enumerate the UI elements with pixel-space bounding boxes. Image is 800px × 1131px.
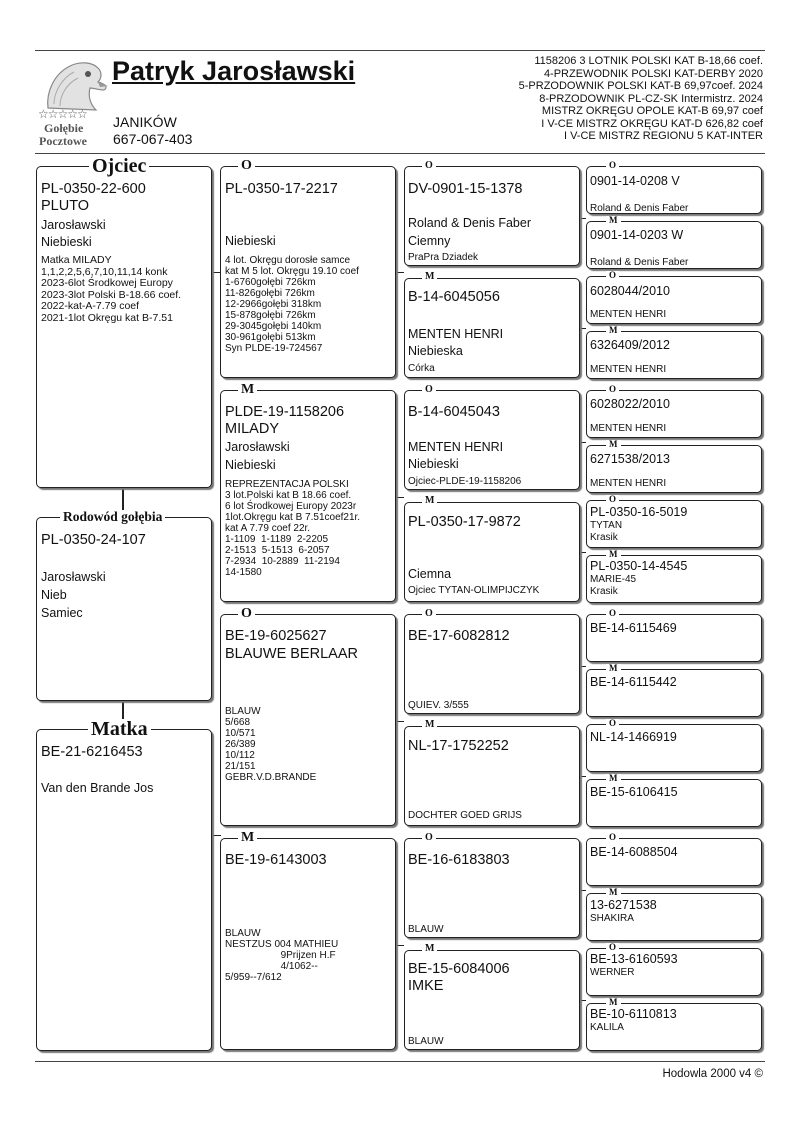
mother-ring: BE-21-6216453 xyxy=(41,744,143,760)
col4-13-ring: BE-14-6088504 xyxy=(590,845,678,859)
col4-3-tag: O xyxy=(606,271,619,280)
col4-14-ring: 13-6271538 xyxy=(590,898,657,912)
col2-box-3 xyxy=(220,614,396,826)
connector-line xyxy=(580,328,586,329)
col4-15-tag: O xyxy=(606,943,619,952)
col3-4-note: Ojciec TYTAN-OLIMPIJCZYK xyxy=(408,585,540,596)
col4-box-6 xyxy=(586,445,762,493)
col4-10-tag: M xyxy=(606,664,621,673)
col4-9-tag: O xyxy=(606,609,619,618)
col3-box-7 xyxy=(404,838,580,938)
father-box xyxy=(36,166,212,488)
achievements-list xyxy=(519,55,763,143)
col3-1-tag: O xyxy=(422,161,436,171)
connector-line xyxy=(580,218,586,219)
col4-box-1 xyxy=(586,166,762,214)
logo-text-line1: Gołębie xyxy=(44,121,84,135)
col3-3-tag: O xyxy=(422,385,436,395)
col4-box-8 xyxy=(586,555,762,603)
header-bottom-rule xyxy=(35,153,765,154)
col4-box-13 xyxy=(586,838,762,886)
breeder-name: Patryk Jarosławski xyxy=(112,56,356,86)
col2-3-name: BLAUWE BERLAAR xyxy=(225,646,358,662)
achievement-line: I V-CE MISTRZ OKRĘGU KAT-D 626,82 coef xyxy=(541,117,763,130)
col2-2-owner: Jarosławski xyxy=(225,440,290,454)
col2-2-tag: M xyxy=(238,383,257,397)
col3-2-color: Niebieska xyxy=(408,344,463,358)
col3-2-ring: B-14-6045056 xyxy=(408,289,500,305)
col4-14-name: SHAKIRA xyxy=(590,913,634,924)
col3-7-tag: O xyxy=(422,833,436,843)
col3-6-note: DOCHTER GOED GRIJS xyxy=(408,810,522,821)
achievement-line: 8-PRZODOWNIK PL-CZ-SK Intermistrz. 2024 xyxy=(539,92,763,105)
subject-tag: Rodowód gołębia xyxy=(60,510,165,524)
col2-2-ring: PLDE-19-1158206 xyxy=(225,404,345,420)
col4-15-name: WERNER xyxy=(590,967,635,978)
logo-text-line2: Pocztowe xyxy=(39,134,87,148)
connector-line xyxy=(212,835,221,836)
father-tag: Ojciec xyxy=(89,156,149,176)
col2-2-color: Niebieski xyxy=(225,458,276,472)
col2-box-1 xyxy=(220,166,396,378)
col3-3-note: Ojciec-PLDE-19-1158206 xyxy=(408,476,522,487)
col3-2-note: Córka xyxy=(408,363,435,374)
col3-4-tag: M xyxy=(422,496,437,506)
col3-7-ring: BE-16-6183803 xyxy=(408,852,510,868)
subject-sex: Samiec xyxy=(41,606,83,620)
col2-2-notes: REPREZENTACJA POLSKI 3 lot.Polski kat B 18.66 coef. 6 lot Środkowej Europy 2023r 1lot.Okręgu kat B 7.51coef21r. kat A 7.79 coef 22r. 1-1109 1-1189 2-2205 2-1513 5-1513 6-2057 7-2934 10-2889 11-2194 14-1580 xyxy=(225,479,361,578)
logo-stars: ☆☆☆☆☆ xyxy=(38,107,87,121)
footer-rule xyxy=(35,1061,765,1062)
col3-5-ring: BE-17-6082812 xyxy=(408,628,510,644)
achievement-line: MISTRZ OKRĘGU OPOLE KAT-B 69,97 coef xyxy=(541,105,763,117)
col2-box-4 xyxy=(220,838,396,1050)
breeder-phone: 667-067-403 xyxy=(113,131,193,147)
col3-6-tag: M xyxy=(422,720,437,730)
achievement-line: I V-CE MISTRZ REGIONU 5 KAT-INTER xyxy=(563,130,763,142)
col4-6-tag: M xyxy=(606,440,621,449)
col4-11-ring: NL-14-1466919 xyxy=(590,730,677,744)
col4-5-owner: MENTEN HENRI xyxy=(590,423,667,434)
col4-2-tag: M xyxy=(606,216,621,225)
col2-1-tag: O xyxy=(238,159,255,173)
col2-3-tag: O xyxy=(238,607,255,621)
subject-owner: Jarosławski xyxy=(41,570,106,584)
col4-15-ring: BE-13-6160593 xyxy=(590,952,678,966)
col2-1-ring: PL-0350-17-2217 xyxy=(225,181,338,197)
col3-1-color: Ciemny xyxy=(408,234,451,248)
header-top-rule xyxy=(35,50,765,51)
col4-box-12 xyxy=(586,779,762,827)
col4-8-name: MARIE-45 xyxy=(590,574,637,585)
connector-line xyxy=(396,945,404,946)
connector-line xyxy=(580,1000,586,1001)
col4-10-ring: BE-14-6115442 xyxy=(590,675,677,689)
col2-1-color: Niebieski xyxy=(225,234,276,248)
col2-4-tag: M xyxy=(238,831,257,845)
col4-1-ring: 0901-14-0208 V xyxy=(590,174,680,188)
col3-box-6 xyxy=(404,726,580,826)
col3-1-ring: DV-0901-15-1378 xyxy=(408,181,523,197)
col4-9-ring: BE-14-6115469 xyxy=(590,621,677,635)
connector-line xyxy=(580,890,586,891)
col3-box-3 xyxy=(404,390,580,490)
col3-4-ring: PL-0350-17-9872 xyxy=(408,514,521,530)
subject-ring: PL-0350-24-107 xyxy=(41,532,146,548)
col3-box-1 xyxy=(404,166,580,266)
father-name: PLUTO xyxy=(41,198,90,214)
subject-box xyxy=(36,517,212,701)
col4-16-name: KALILA xyxy=(590,1022,624,1033)
connector-line xyxy=(580,552,586,553)
connector-line xyxy=(396,721,404,722)
connector-line xyxy=(580,666,586,667)
col4-8-ring: PL-0350-14-4545 xyxy=(590,559,688,573)
col4-box-4 xyxy=(586,331,762,379)
col2-box-2 xyxy=(220,390,396,602)
col4-14-tag: M xyxy=(606,888,621,897)
col4-3-owner: MENTEN HENRI xyxy=(590,309,667,320)
achievement-line: 5-PRZODOWNIK POLSKI KAT-B 69,97coef. 2024 xyxy=(518,80,763,92)
col3-7-note: BLAUW xyxy=(408,924,444,935)
col4-box-7 xyxy=(586,500,762,548)
father-owner: Jarosławski xyxy=(41,218,106,232)
col4-box-11 xyxy=(586,724,762,772)
col2-3-notes: BLAUW 5/668 10/571 26/389 10/112 21/151 GEBR.V.D.BRANDE xyxy=(225,706,317,783)
col4-box-5 xyxy=(586,390,762,438)
col4-6-ring: 6271538/2013 xyxy=(590,452,670,466)
achievement-line: 4-PRZEWODNIK POLSKI KAT-DERBY 2020 xyxy=(543,67,763,80)
col3-1-note: PraPra Dziadek xyxy=(408,252,479,263)
col4-box-2 xyxy=(586,221,762,269)
col3-8-ring: BE-15-6084006 xyxy=(408,961,510,977)
col4-5-tag: O xyxy=(606,385,619,394)
col4-16-ring: BE-10-6110813 xyxy=(590,1007,677,1021)
col4-box-3 xyxy=(586,276,762,324)
col2-4-notes: BLAUW NESTZUS 004 MATHIEU 9Prijzen H.F 4/1062-- 5/959--7/612 xyxy=(225,928,339,983)
logo xyxy=(38,56,110,148)
father-color: Niebieski xyxy=(41,235,92,249)
col4-3-ring: 6028044/2010 xyxy=(590,284,670,298)
achievement-line: 1158206 3 LOTNIK POLSKI KAT B-18,66 coef. xyxy=(534,55,763,67)
connector-line xyxy=(580,442,586,443)
col4-8-owner: Krasik xyxy=(590,586,618,597)
col4-8-tag: M xyxy=(606,550,621,559)
col4-box-9 xyxy=(586,614,762,662)
pigeon-head-icon xyxy=(40,56,110,112)
col3-5-tag: O xyxy=(422,609,436,619)
col3-box-2 xyxy=(404,278,580,378)
col4-7-ring: PL-0350-16-5019 xyxy=(590,505,688,519)
col4-4-ring: 6326409/2012 xyxy=(590,338,670,352)
mother-box xyxy=(36,729,212,1051)
col2-4-ring: BE-19-6143003 xyxy=(225,852,327,868)
col2-1-notes: 4 lot. Okręgu dorosłe samce kat M 5 lot. Okręgu 19.10 coef 1-6760gołębi 726km 11-826gołębi 726km 12-2966gołębi 318km 15-878gołębi 726km 29-3045gołębi 140km 30-961gołębi 513km Syn PLDE-19-724567 xyxy=(225,255,359,354)
subject-color: Nieb xyxy=(41,588,67,602)
col4-7-tag: O xyxy=(606,495,619,504)
col4-2-owner: Roland & Denis Faber xyxy=(590,257,689,268)
col3-box-5 xyxy=(404,614,580,714)
col4-6-owner: MENTEN HENRI xyxy=(590,478,667,489)
col3-1-owner: Roland & Denis Faber xyxy=(408,216,531,230)
col4-4-tag: M xyxy=(606,326,621,335)
col4-1-owner: Roland & Denis Faber xyxy=(590,203,689,214)
col3-8-name: IMKE xyxy=(408,978,444,994)
col3-3-ring: B-14-6045043 xyxy=(408,404,500,420)
col4-5-ring: 6028022/2010 xyxy=(590,397,670,411)
col3-4-color: Ciemna xyxy=(408,567,452,581)
footer-credit: Hodowla 2000 v4 © xyxy=(662,1068,763,1080)
col4-box-10 xyxy=(586,669,762,717)
breeder-city: JANIKÓW xyxy=(113,114,177,130)
col3-2-tag: M xyxy=(422,272,437,282)
col3-6-ring: NL-17-1752252 xyxy=(408,738,509,754)
col3-box-8 xyxy=(404,950,580,1050)
col3-3-owner: MENTEN HENRI xyxy=(408,440,504,454)
col4-1-tag: O xyxy=(606,161,619,170)
connector-line xyxy=(396,497,404,498)
col4-4-owner: MENTEN HENRI xyxy=(590,364,667,375)
connector-line xyxy=(580,776,586,777)
col4-box-14 xyxy=(586,893,762,941)
col4-box-15 xyxy=(586,948,762,996)
col4-12-tag: M xyxy=(606,774,621,783)
col4-13-tag: O xyxy=(606,833,619,842)
col4-box-16 xyxy=(586,1003,762,1051)
mother-tag: Matka xyxy=(88,719,151,739)
father-ring: PL-0350-22-600 xyxy=(41,181,146,197)
col3-3-color: Niebieski xyxy=(408,457,459,471)
col4-16-tag: M xyxy=(606,998,621,1007)
col2-2-name: MILADY xyxy=(225,421,279,437)
col3-8-tag: M xyxy=(422,944,437,954)
col3-8-note: BLAUW xyxy=(408,1036,444,1047)
father-notes: Matka MILADY 1,1,2,2,5,6,7,10,11,14 konk 2023-6lot Środkowej Europy 2023-3lot Polski B-18.66 coef. 2022-kat-A-7.79 coef 2021-1lot Okręgu kat B-7.51 xyxy=(41,254,182,324)
col4-12-ring: BE-15-6106415 xyxy=(590,785,678,799)
mother-owner: Van den Brande Jos xyxy=(41,781,154,795)
col4-7-name: TYTAN xyxy=(590,520,623,531)
col4-11-tag: O xyxy=(606,719,619,728)
col2-3-ring: BE-19-6025627 xyxy=(225,628,327,644)
col3-5-note: QUIEV. 3/555 xyxy=(408,700,469,711)
col4-2-ring: 0901-14-0203 W xyxy=(590,228,684,242)
col4-7-owner: Krasik xyxy=(590,532,618,543)
col3-2-owner: MENTEN HENRI xyxy=(408,327,504,341)
col3-box-4 xyxy=(404,502,580,602)
connector-line xyxy=(396,272,404,273)
